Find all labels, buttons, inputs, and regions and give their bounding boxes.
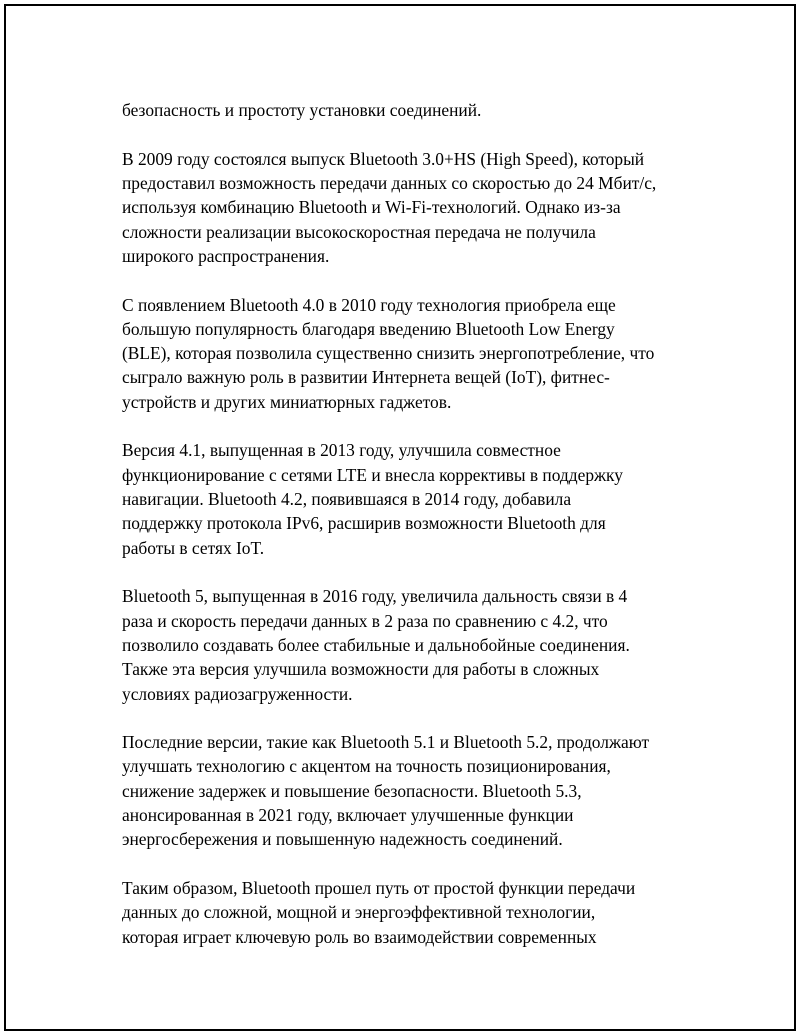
text-line: Также эта версия улучшила возможности для работы в сложных [122,659,600,680]
paragraph-2 [122,147,702,268]
text-line: (BLE), которая позволила существенно снизить энергопотребление, что [122,343,655,364]
text-line: снижение задержек и повышение безопасности. Bluetooth 5.3, [122,780,582,801]
page-frame [4,4,796,1031]
paragraph-1 [122,98,702,122]
text-line: Таким образом, Bluetooth прошел путь от простой функции передачи [122,878,636,899]
text-line: устройств и других миниатюрных гаджетов. [122,391,452,412]
text-line: данных до сложной, мощной и энергоэффективной технологии, [122,902,596,923]
text-line: Bluetooth 5, выпущенная в 2016 году, увеличила дальность связи в 4 [122,586,628,607]
paragraph-5 [122,584,702,705]
text-line: позволило создавать более стабильные и дальнобойные соединения. [122,634,630,655]
text-line: широкого распространения. [122,245,330,266]
paragraph-7 [122,876,702,949]
paragraph-6 [122,730,702,851]
text-line: функционирование с сетями LTE и внесла коррективы в поддержку [122,464,623,485]
text-line: навигации. Bluetooth 4.2, появившаяся в 2014 году, добавила [122,489,572,510]
text-line: используя комбинацию Bluetooth и Wi-Fi-технологий. Однако из-за [122,197,621,218]
text-line: улучшать технологию с акцентом на точность позиционирования, [122,756,611,777]
text-line: энергосбережения и повышенную надежность соединений. [122,829,563,850]
document-body [122,98,702,973]
text-line: анонсированная в 2021 году, включает улучшенные функции [122,805,574,826]
text-line: предоставил возможность передачи данных со скоростью до 24 Мбит/с, [122,172,657,193]
text-line: раза и скорость передачи данных в 2 раза по сравнению с 4.2, что [122,610,608,631]
text-line: сложности реализации высокоскоростная передача не получила [122,221,596,242]
paragraph-3 [122,293,702,414]
text-line: работы в сетях IoT. [122,537,265,558]
text-line: большую популярность благодаря введению Bluetooth Low Energy [122,318,615,339]
text-line: которая играет ключевую роль во взаимодействии современных [122,926,597,947]
text-line: В 2009 году состоялся выпуск Bluetooth 3.0+HS (High Speed), который [122,148,645,169]
text-line: безопасность и простоту установки соединений. [122,100,482,120]
text-line: сыграло важную роль в развитии Интернета вещей (IoT), фитнес- [122,367,610,388]
text-line: Последние версии, такие как Bluetooth 5.1 и Bluetooth 5.2, продолжают [122,732,650,753]
text-line: С появлением Bluetooth 4.0 в 2010 году технология приобрела еще [122,294,616,315]
text-line: поддержку протокола IPv6, расширив возможности Bluetooth для [122,513,606,534]
paragraph-4 [122,438,702,559]
text-line: Версия 4.1, выпущенная в 2013 году, улучшила совместное [122,440,561,461]
text-line: условиях радиозагруженности. [122,683,353,704]
